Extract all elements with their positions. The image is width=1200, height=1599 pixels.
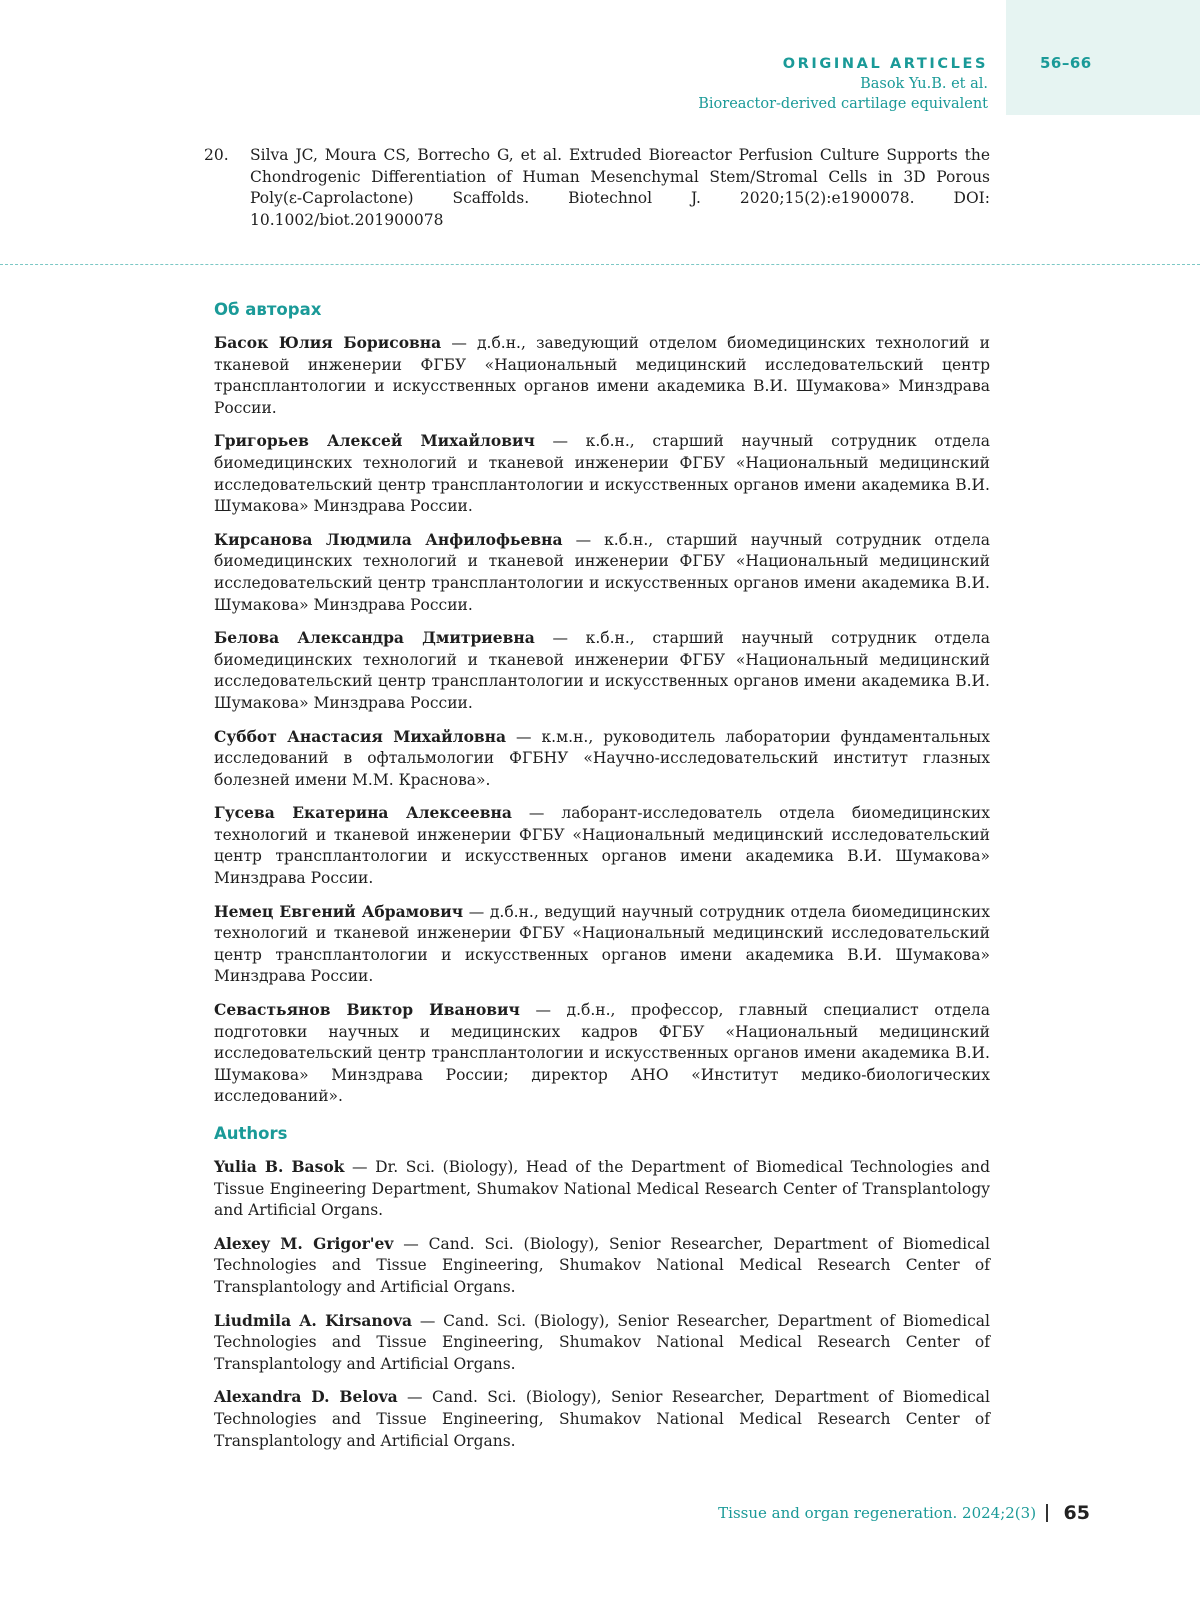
author-name: Басок Юлия Борисовна bbox=[214, 333, 441, 352]
author-name: Немец Евгений Абрамович bbox=[214, 902, 463, 921]
author-bio bbox=[214, 802, 990, 889]
page-footer bbox=[718, 1502, 1090, 1524]
section-divider bbox=[0, 264, 1200, 265]
author-description: — к.б.н., старший научный сотрудник отдела биомедицинских технологий и тканевой инженерии ФГБУ «Национальный медицинский исследовательский центр трансплантологии и искусственных органов имени академика В.И. Шумакова» Минздрава России. bbox=[214, 432, 990, 515]
journal-citation: Tissue and organ regeneration. 2024;2(3) bbox=[718, 1504, 1036, 1522]
author-bio bbox=[214, 332, 990, 419]
author-description: — лаборант-исследователь отдела биомедицинских технологий и тканевой инженерии ФГБУ «Национальный медицинский исследовательский центр трансплантологии и искусственных органов имени академика В.И. Шумакова» Минздрава России. bbox=[214, 804, 990, 887]
author-name: Григорьев Алексей Михайлович bbox=[214, 431, 535, 450]
page-number: 65 bbox=[1064, 1502, 1090, 1524]
author-name: Севастьянов Виктор Иванович bbox=[214, 1000, 520, 1019]
author-bio bbox=[214, 430, 990, 517]
about-authors-list bbox=[214, 332, 990, 1108]
running-head-title: Bioreactor-derived cartilage equivalent bbox=[698, 94, 988, 114]
author-name: Liudmila A. Kirsanova bbox=[214, 1311, 412, 1330]
author-name: Гусева Екатерина Алексеевна bbox=[214, 803, 512, 822]
author-name: Белова Александра Дмитриевна bbox=[214, 628, 535, 647]
reference-text: Silva JC, Moura CS, Borrecho G, et al. Extruded Bioreactor Perfusion Culture Supports the Chondrogenic Differentiation of Human Mesenchymal Stem/Stromal Cells in 3D Porous Poly(ε-Caprolactone) Scaffolds. Biotechnol J. 2020;15(2):e1900078. DOI: 10.1002/biot.201900078 bbox=[250, 145, 990, 231]
author-bio bbox=[214, 999, 990, 1108]
author-bio bbox=[214, 1156, 990, 1222]
author-bio bbox=[214, 726, 990, 792]
author-description: — к.б.н., старший научный сотрудник отдела биомедицинских технологий и тканевой инженерии ФГБУ «Национальный медицинский исследовательский центр трансплантологии и искусственных органов имени академика В.И. Шумакова» Минздрава России. bbox=[214, 531, 990, 614]
author-description: — д.б.н., профессор, главный специалист отдела подготовки научных и медицинских кадров ФГБУ «Национальный медицинский исследовательский центр трансплантологии и искусственных органов имени академика В.И. Шумакова» Минздрава России; директор АНО «Институт медико-биологических исследований». bbox=[214, 1001, 990, 1105]
author-bio bbox=[214, 1386, 990, 1452]
author-name: Кирсанова Людмила Анфилофьевна bbox=[214, 530, 563, 549]
authors-heading: Authors bbox=[214, 1122, 990, 1146]
author-name: Alexandra D. Belova bbox=[214, 1387, 398, 1406]
author-description: — Cand. Sci. (Biology), Senior Researcher, Department of Biomedical Technologies and Tissue Engineering, Shumakov National Medical Research Center of Transplantology and Artificial Organs. bbox=[214, 1388, 990, 1449]
section-label: ORIGINAL ARTICLES bbox=[698, 54, 988, 74]
author-bio bbox=[214, 627, 990, 714]
author-name: Суббот Анастасия Михайловна bbox=[214, 727, 506, 746]
about-authors-heading: Об авторах bbox=[214, 298, 990, 322]
author-name: Yulia B. Basok bbox=[214, 1157, 344, 1176]
reference-item bbox=[204, 145, 990, 231]
author-description: — д.б.н., заведующий отделом биомедицинских технологий и тканевой инженерии ФГБУ «Национальный медицинский исследовательский центр трансплантологии и искусственных органов имени академика В.И. Шумакова» Минздрава России. bbox=[214, 334, 990, 417]
author-description: — д.б.н., ведущий научный сотрудник отдела биомедицинских технологий и тканевой инженерии ФГБУ «Национальный медицинский исследовательский центр трансплантологии и искусственных органов имени академика В.И. Шумакова» Минздрава России. bbox=[214, 903, 990, 986]
author-bio bbox=[214, 901, 990, 988]
running-head-authors: Basok Yu.B. et al. bbox=[698, 74, 988, 94]
author-description: — к.б.н., старший научный сотрудник отдела биомедицинских технологий и тканевой инженерии ФГБУ «Национальный медицинский исследовательский центр трансплантологии и искусственных органов имени академика В.И. Шумакова» Минздрава России. bbox=[214, 629, 990, 712]
footer-separator bbox=[1046, 1504, 1048, 1522]
reference-number: 20. bbox=[204, 145, 250, 231]
author-description: — Cand. Sci. (Biology), Senior Researcher, Department of Biomedical Technologies and Tissue Engineering, Shumakov National Medical Research Center of Transplantology and Artificial Organs. bbox=[214, 1235, 990, 1296]
author-bio bbox=[214, 1310, 990, 1376]
running-header bbox=[698, 54, 988, 114]
author-bio bbox=[214, 529, 990, 616]
author-bio bbox=[214, 1233, 990, 1299]
author-info bbox=[214, 298, 990, 1466]
author-name: Alexey M. Grigor'ev bbox=[214, 1234, 393, 1253]
page-range: 56–66 bbox=[1040, 54, 1110, 72]
author-description: — Cand. Sci. (Biology), Senior Researcher, Department of Biomedical Technologies and Tissue Engineering, Shumakov National Medical Research Center of Transplantology and Artificial Organs. bbox=[214, 1312, 990, 1373]
authors-list bbox=[214, 1156, 990, 1452]
author-description: — Dr. Sci. (Biology), Head of the Department of Biomedical Technologies and Tissue Engineering Department, Shumakov National Medical Research Center of Transplantology and Artificial Organs. bbox=[214, 1158, 990, 1219]
author-description: — к.м.н., руководитель лаборатории фундаментальных исследований в офтальмологии ФГБНУ «Научно-исследовательский институт глазных болезней имени М.М. Краснова». bbox=[214, 728, 990, 789]
